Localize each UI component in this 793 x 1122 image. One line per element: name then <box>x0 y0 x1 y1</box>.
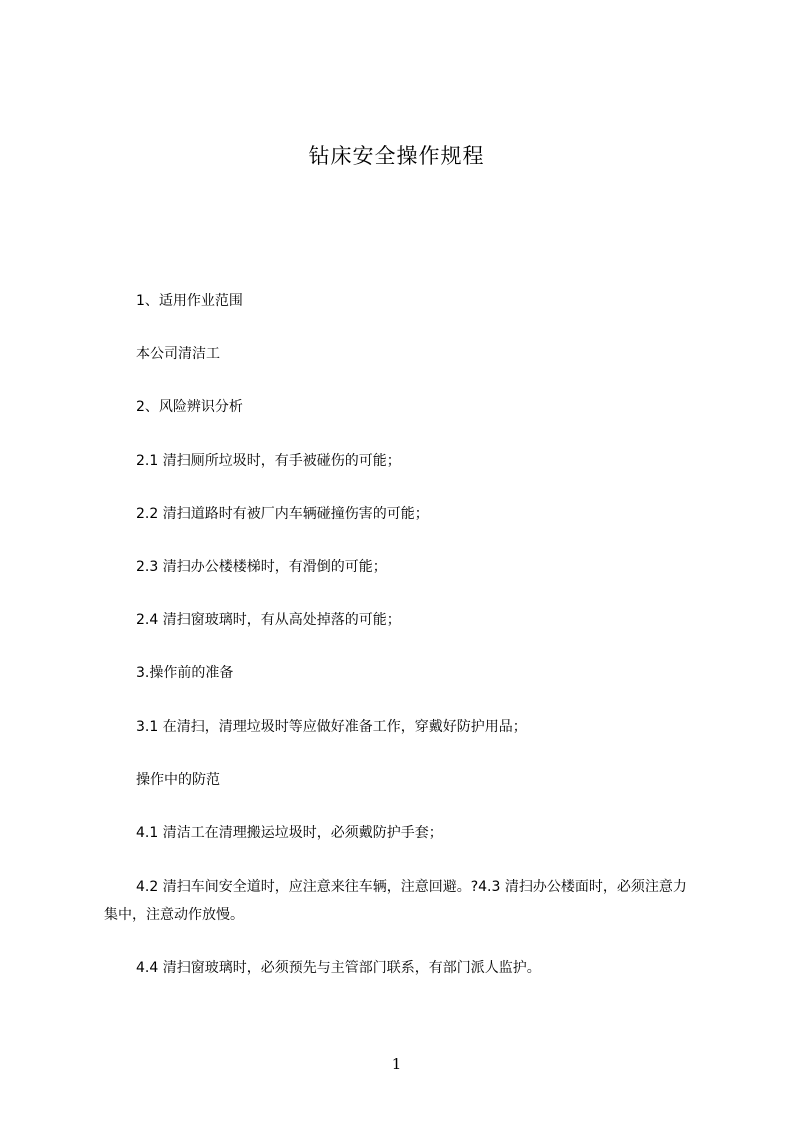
paragraph-prevention-4-1: 4.1 清洁工在清理搬运垃圾时，必须戴防护手套； <box>136 825 443 841</box>
paragraph-risk-2-1: 2.1 清扫厕所垃圾时，有手被碰伤的可能； <box>136 453 401 469</box>
document-title: 钻床安全操作规程 <box>308 144 485 168</box>
section-heading-scope: 1、适用作业范围 <box>136 293 243 309</box>
section-heading-prevention: 操作中的防范 <box>136 772 220 788</box>
section-heading-risk: 2、风险辨识分析 <box>136 399 243 415</box>
paragraph-prevention-4-2-4-3: 4.2 清扫车间安全道时，应注意来往车辆，注意回避。?4.3 清扫办公楼面时，必须注意力集中，注意动作放慢。 <box>104 879 687 923</box>
paragraph-risk-2-4: 2.4 清扫窗玻璃时，有从高处掉落的可能； <box>136 612 401 628</box>
section-heading-preparation: 3.操作前的准备 <box>136 665 234 681</box>
paragraph-risk-2-3: 2.3 清扫办公楼楼梯时，有滑倒的可能； <box>136 559 387 575</box>
paragraph-scope-text: 本公司清洁工 <box>136 346 220 362</box>
paragraph-risk-2-2: 2.2 清扫道路时有被厂内车辆碰撞伤害的可能； <box>136 506 429 522</box>
paragraph-prevention-4-4: 4.4 清扫窗玻璃时，必须预先与主管部门联系，有部门派人监护。 <box>136 960 541 976</box>
page-number: 1 <box>391 1055 402 1073</box>
paragraph-prep-3-1: 3.1 在清扫，清理垃圾时等应做好准备工作，穿戴好防护用品； <box>136 719 527 735</box>
